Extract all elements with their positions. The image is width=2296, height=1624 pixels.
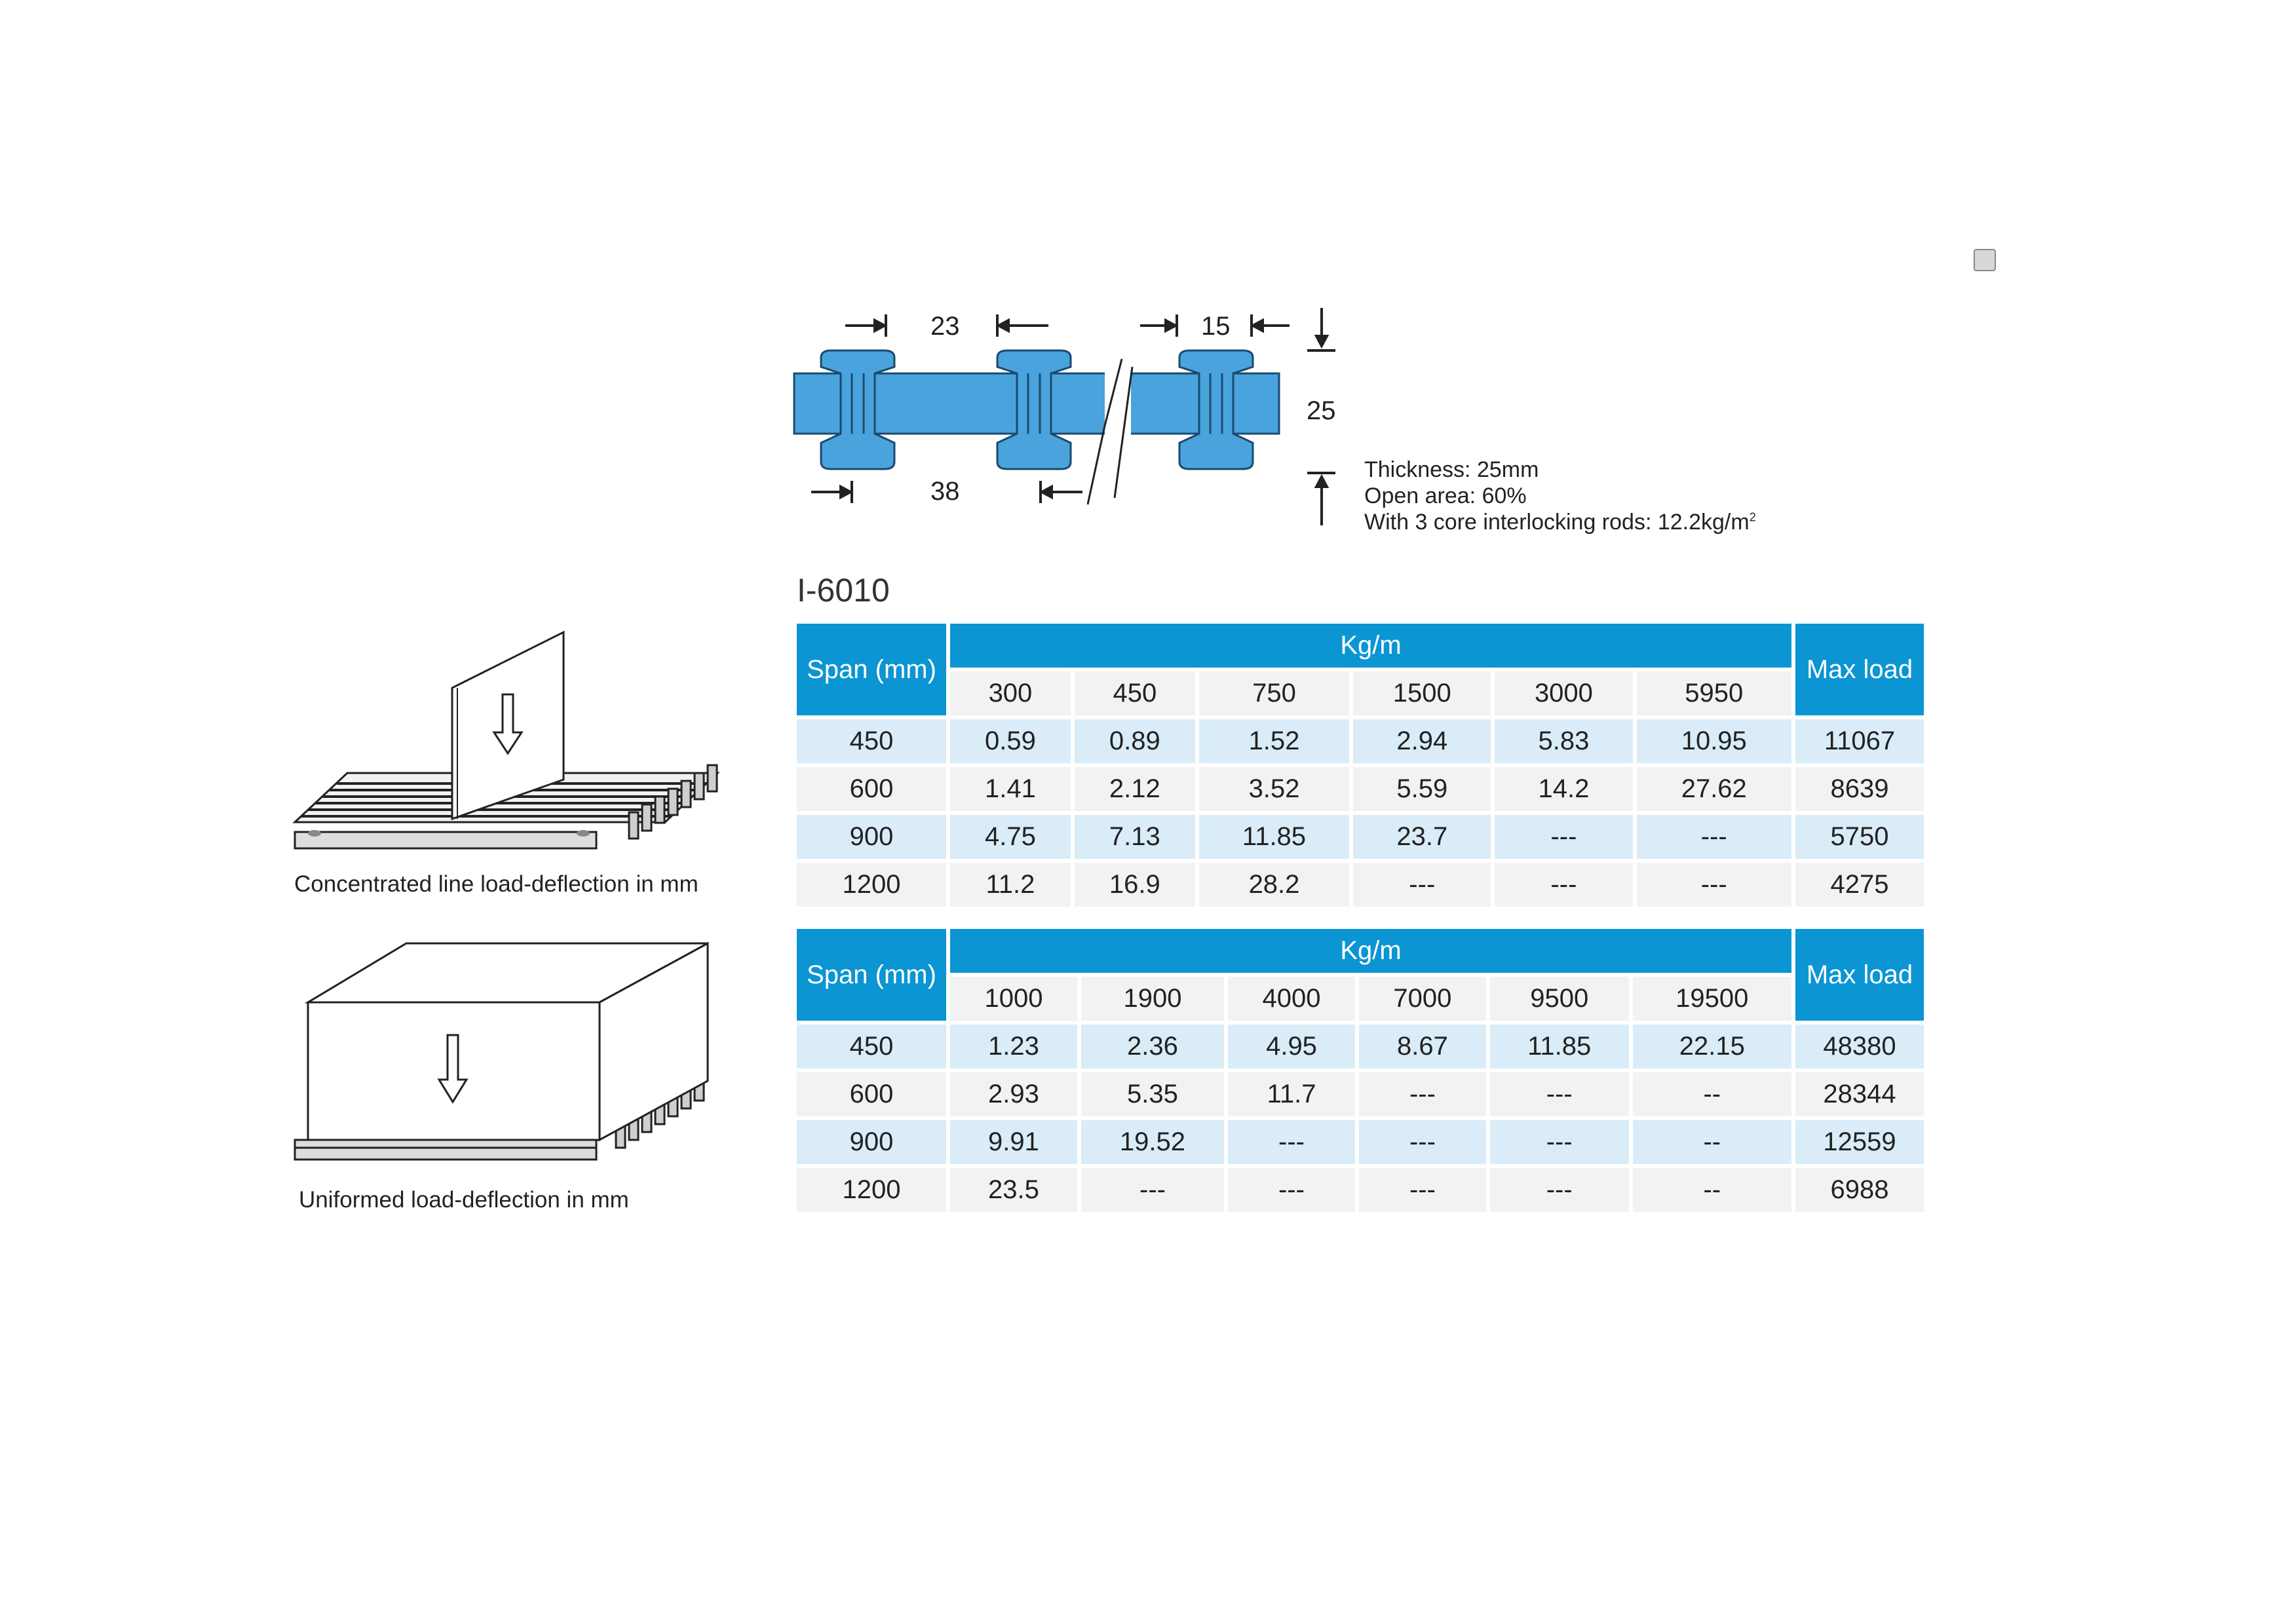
line-load-illustration — [288, 622, 734, 865]
deflection-cell: --- — [1228, 1120, 1355, 1164]
kg-column-header: 750 — [1199, 671, 1349, 715]
deflection-cell: -- — [1633, 1168, 1791, 1212]
deflection-cell: 2.12 — [1075, 767, 1195, 811]
deflection-cell: --- — [1359, 1072, 1486, 1116]
table-row — [797, 863, 1924, 907]
kg-column-header: 1000 — [950, 977, 1077, 1021]
deflection-cell: 5.59 — [1353, 767, 1491, 811]
deflection-cell: 8.67 — [1359, 1025, 1486, 1068]
max-load-cell: 11067 — [1795, 719, 1924, 763]
spec-rods-superscript: 2 — [1749, 510, 1756, 524]
deflection-cell: 1.52 — [1199, 719, 1349, 763]
deflection-cell: --- — [1353, 863, 1491, 907]
table-row — [797, 719, 1924, 763]
max-load-header: Max load — [1795, 624, 1924, 715]
deflection-cell: 11.85 — [1490, 1025, 1629, 1068]
max-load-cell: 48380 — [1795, 1025, 1924, 1068]
span-header: Span (mm) — [797, 929, 946, 1021]
deflection-cell: --- — [1637, 863, 1791, 907]
uniform-load-illustration — [288, 937, 734, 1186]
kg-column-header: 9500 — [1490, 977, 1629, 1021]
deflection-cell: 4.95 — [1228, 1025, 1355, 1068]
kg-column-header: 4000 — [1228, 977, 1355, 1021]
deflection-cell: --- — [1359, 1168, 1486, 1212]
deflection-cell: 0.89 — [1075, 719, 1195, 763]
max-load-cell: 8639 — [1795, 767, 1924, 811]
spec-thickness: Thickness: 25mm — [1364, 457, 1539, 482]
spec-open-area: Open area: 60% — [1364, 483, 1527, 508]
deflection-cell: 23.7 — [1353, 815, 1491, 859]
deflection-cell: 11.85 — [1199, 815, 1349, 859]
deflection-cell: --- — [1495, 815, 1632, 859]
span-cell: 600 — [797, 767, 946, 811]
kg-header: Kg/m — [950, 624, 1791, 668]
kg-column-header: 1500 — [1353, 671, 1491, 715]
deflection-cell: --- — [1490, 1120, 1629, 1164]
deflection-cell: 3.52 — [1199, 767, 1349, 811]
deflection-cell: 16.9 — [1075, 863, 1195, 907]
deflection-cell: 11.2 — [950, 863, 1071, 907]
deflection-cell: 1.23 — [950, 1025, 1077, 1068]
table-row — [797, 1120, 1924, 1164]
dim-thickness-label: 25 — [1307, 396, 1336, 425]
span-header: Span (mm) — [797, 624, 946, 715]
uniform-load-table — [793, 925, 1928, 1216]
deflection-cell: 5.35 — [1081, 1072, 1224, 1116]
deflection-cell: 10.95 — [1637, 719, 1791, 763]
max-load-header: Max load — [1795, 929, 1924, 1021]
kg-column-header: 19500 — [1633, 977, 1791, 1021]
deflection-cell: 14.2 — [1495, 767, 1632, 811]
deflection-cell: --- — [1081, 1168, 1224, 1212]
kg-column-header: 7000 — [1359, 977, 1486, 1021]
deflection-cell: 9.91 — [950, 1120, 1077, 1164]
kg-column-header: 5950 — [1637, 671, 1791, 715]
deflection-cell: -- — [1633, 1120, 1791, 1164]
kg-column-header: 450 — [1075, 671, 1195, 715]
uniform-load-caption: Uniformed load-deflection in mm — [299, 1187, 629, 1213]
table-row — [797, 1168, 1924, 1212]
deflection-cell: --- — [1490, 1168, 1629, 1212]
max-load-cell: 6988 — [1795, 1168, 1924, 1212]
deflection-cell: --- — [1495, 863, 1632, 907]
line-load-caption: Concentrated line load-deflection in mm — [294, 871, 698, 897]
max-load-cell: 28344 — [1795, 1072, 1924, 1116]
span-cell: 450 — [797, 1025, 946, 1068]
deflection-cell: 23.5 — [950, 1168, 1077, 1212]
deflection-cell: 4.75 — [950, 815, 1071, 859]
deflection-cell: 2.36 — [1081, 1025, 1224, 1068]
spec-rods — [1364, 510, 1756, 535]
deflection-cell: --- — [1490, 1072, 1629, 1116]
kg-column-header: 300 — [950, 671, 1071, 715]
deflection-cell: 11.7 — [1228, 1072, 1355, 1116]
spec-rods-text: With 3 core interlocking rods: 12.2kg/m — [1364, 510, 1750, 535]
line-load-table — [793, 620, 1928, 911]
deflection-cell: --- — [1637, 815, 1791, 859]
deflection-cell: 27.62 — [1637, 767, 1791, 811]
kg-column-header: 3000 — [1495, 671, 1632, 715]
kg-column-header: 1900 — [1081, 977, 1224, 1021]
table-row — [797, 1072, 1924, 1116]
span-cell: 1200 — [797, 1168, 946, 1212]
model-label: I-6010 — [797, 572, 890, 609]
kg-header: Kg/m — [950, 929, 1791, 973]
dim-rib-label: 15 — [1201, 312, 1231, 341]
deflection-cell: -- — [1633, 1072, 1791, 1116]
deflection-cell: 28.2 — [1199, 863, 1349, 907]
deflection-cell: 7.13 — [1075, 815, 1195, 859]
deflection-cell: 5.83 — [1495, 719, 1632, 763]
table-row — [797, 815, 1924, 859]
span-cell: 450 — [797, 719, 946, 763]
max-load-cell: 12559 — [1795, 1120, 1924, 1164]
span-cell: 1200 — [797, 863, 946, 907]
table-row — [797, 1025, 1924, 1068]
span-cell: 600 — [797, 1072, 946, 1116]
deflection-cell: 0.59 — [950, 719, 1071, 763]
deflection-cell: --- — [1359, 1120, 1486, 1164]
table-row — [797, 767, 1924, 811]
deflection-cell: 2.94 — [1353, 719, 1491, 763]
deflection-cell: 2.93 — [950, 1072, 1077, 1116]
deflection-cell: --- — [1228, 1168, 1355, 1212]
deflection-cell: 22.15 — [1633, 1025, 1791, 1068]
max-load-cell: 5750 — [1795, 815, 1924, 859]
span-cell: 900 — [797, 815, 946, 859]
page-marker-icon — [1974, 249, 1996, 271]
max-load-cell: 4275 — [1795, 863, 1924, 907]
span-cell: 900 — [797, 1120, 946, 1164]
dim-width-label: 38 — [930, 477, 960, 506]
deflection-cell: 19.52 — [1081, 1120, 1224, 1164]
deflection-cell: 1.41 — [950, 767, 1071, 811]
dim-pitch-label: 23 — [930, 312, 960, 341]
